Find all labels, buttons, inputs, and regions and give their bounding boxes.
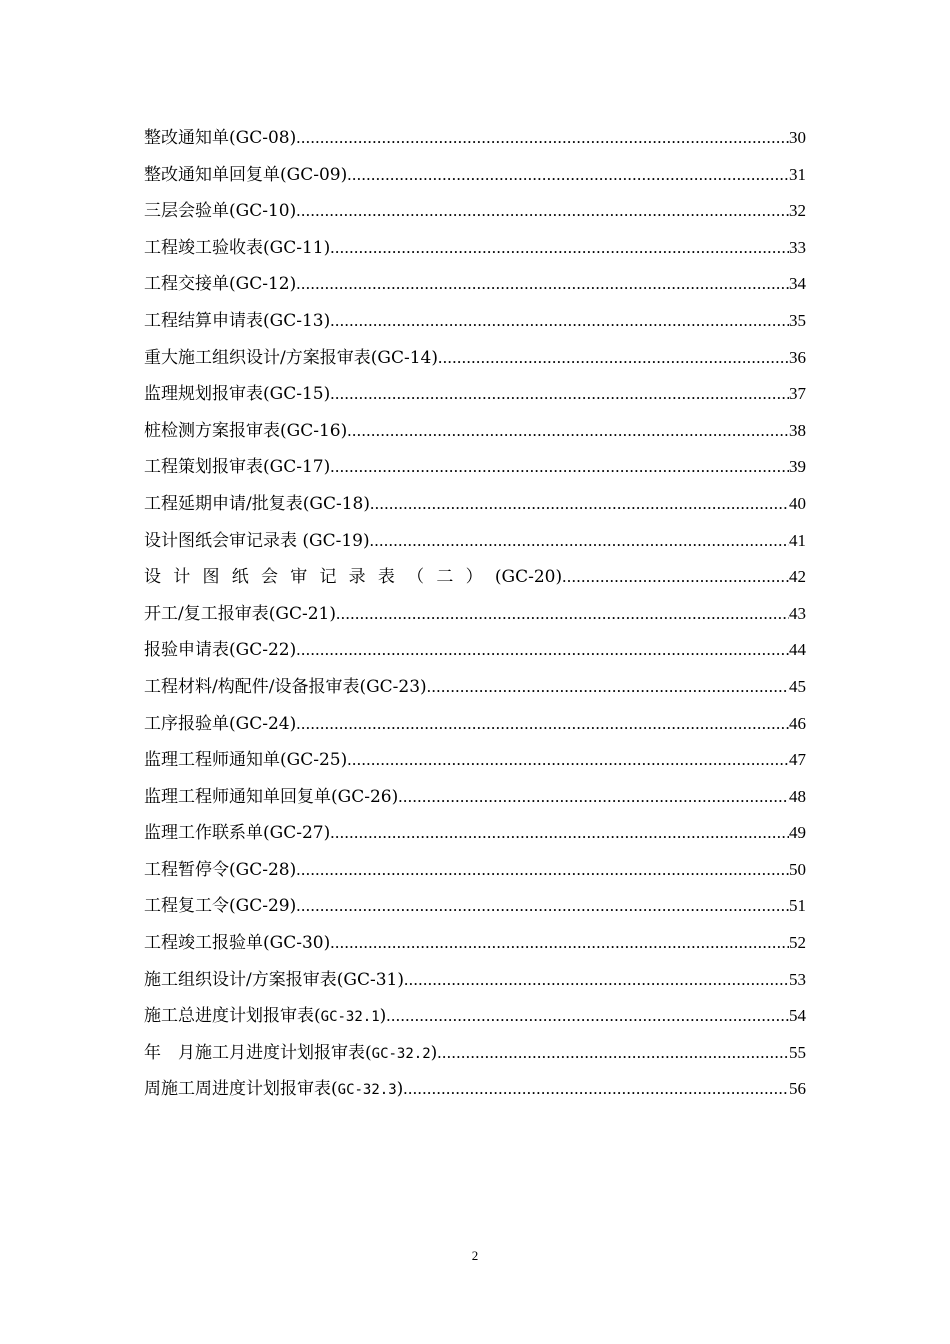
toc-dot-leader bbox=[562, 559, 789, 596]
toc-entry[interactable] bbox=[144, 888, 806, 925]
toc-entry-title: 施工总进度计划报审表(GC-32.1) bbox=[144, 1006, 387, 1027]
toc-entry-page: 43 bbox=[789, 603, 806, 623]
toc-entry-page: 46 bbox=[789, 713, 806, 733]
toc-dot-leader bbox=[296, 120, 789, 157]
toc-dot-leader bbox=[296, 888, 789, 925]
toc-entry[interactable] bbox=[144, 779, 806, 816]
toc-entry[interactable] bbox=[144, 669, 806, 706]
toc-entry[interactable] bbox=[144, 559, 806, 596]
toc-entry-title: 三层会验单(GC-10) bbox=[144, 201, 297, 222]
page-number: 2 bbox=[471, 1248, 479, 1263]
toc-dot-leader bbox=[347, 413, 789, 450]
toc-entry-page: 50 bbox=[789, 859, 806, 879]
toc-entry-page: 42 bbox=[789, 567, 806, 587]
toc-entry-page: 32 bbox=[789, 201, 806, 221]
toc-dot-leader bbox=[330, 230, 789, 267]
toc-entry[interactable] bbox=[144, 742, 806, 779]
toc-entry-page: 49 bbox=[789, 823, 806, 843]
toc-entry[interactable] bbox=[144, 303, 806, 340]
toc-entry-title: 工程延期申请/批复表(GC-18) bbox=[144, 493, 370, 514]
toc-entry[interactable] bbox=[144, 413, 806, 450]
toc-entry[interactable] bbox=[144, 376, 806, 413]
toc-entry-page: 34 bbox=[789, 274, 806, 294]
toc-dot-leader bbox=[330, 815, 789, 852]
toc-entry[interactable] bbox=[144, 998, 806, 1035]
toc-entry-page: 40 bbox=[789, 493, 806, 513]
toc-entry-page: 45 bbox=[789, 676, 806, 696]
toc-entry-page: 51 bbox=[789, 896, 806, 916]
toc-entry-title: 工程结算申请表(GC-13) bbox=[144, 310, 331, 331]
toc-entry[interactable] bbox=[144, 340, 806, 377]
toc-entry-page: 37 bbox=[789, 384, 806, 404]
toc-entry-page: 31 bbox=[789, 164, 806, 184]
toc-entry[interactable] bbox=[144, 706, 806, 743]
toc-entry-title: 工程复工令(GC-29) bbox=[144, 896, 297, 917]
toc-dot-leader bbox=[296, 266, 789, 303]
toc-entry-title: 工程材料/构配件/设备报审表(GC-23) bbox=[144, 676, 427, 697]
toc-entry[interactable] bbox=[144, 962, 806, 999]
toc-entry[interactable] bbox=[144, 157, 806, 194]
toc-dot-leader bbox=[296, 706, 789, 743]
toc-entry-page: 53 bbox=[789, 969, 806, 989]
toc-entry-title: 工程竣工报验单(GC-30) bbox=[144, 933, 331, 954]
table-of-contents bbox=[144, 120, 806, 1108]
toc-dot-leader bbox=[347, 157, 789, 194]
toc-entry-title: 监理工程师通知单(GC-25) bbox=[144, 750, 348, 771]
toc-entry-title: 工程暂停令(GC-28) bbox=[144, 859, 297, 880]
toc-entry[interactable] bbox=[144, 1035, 806, 1072]
toc-entry-page: 30 bbox=[789, 128, 806, 147]
toc-dot-leader bbox=[296, 632, 789, 669]
toc-dot-leader bbox=[330, 303, 789, 340]
toc-entry-page: 39 bbox=[789, 457, 806, 477]
toc-entry-title: 工程交接单(GC-12) bbox=[144, 274, 297, 295]
toc-entry-page: 56 bbox=[789, 1079, 806, 1099]
toc-dot-leader bbox=[438, 340, 789, 377]
toc-dot-leader bbox=[296, 852, 789, 889]
toc-entry-page: 41 bbox=[789, 530, 806, 550]
toc-dot-leader bbox=[330, 449, 789, 486]
toc-entry-title: 周施工周进度计划报审表(GC-32.3) bbox=[144, 1079, 404, 1100]
toc-entry[interactable] bbox=[144, 632, 806, 669]
toc-dot-leader bbox=[296, 193, 789, 230]
toc-entry-title: 监理工作联系单(GC-27) bbox=[144, 823, 331, 844]
toc-dot-leader bbox=[330, 376, 789, 413]
toc-entry[interactable] bbox=[144, 120, 806, 157]
toc-dot-leader bbox=[403, 1071, 789, 1108]
toc-entry-title: 开工/复工报审表(GC-21) bbox=[144, 603, 336, 624]
toc-dot-leader bbox=[404, 962, 789, 999]
toc-entry-page: 47 bbox=[789, 750, 806, 770]
toc-entry-title: 设计图纸会审记录表（二）(GC-20) bbox=[144, 567, 563, 588]
toc-entry[interactable] bbox=[144, 230, 806, 267]
toc-dot-leader bbox=[370, 523, 789, 560]
toc-entry-title: 年 月施工月进度计划报审表(GC-32.2) bbox=[144, 1042, 438, 1063]
toc-entry[interactable] bbox=[144, 523, 806, 560]
toc-entry-page: 38 bbox=[789, 420, 806, 440]
toc-entry-page: 54 bbox=[789, 1006, 806, 1026]
toc-entry-title: 监理工程师通知单回复单(GC-26) bbox=[144, 786, 399, 807]
toc-entry-title: 报验申请表(GC-22) bbox=[144, 640, 297, 661]
toc-entry-page: 44 bbox=[789, 640, 806, 660]
toc-dot-leader bbox=[347, 742, 789, 779]
toc-entry[interactable] bbox=[144, 1071, 806, 1108]
toc-entry-title: 整改通知单(GC-08) bbox=[144, 128, 297, 148]
toc-entry-page: 36 bbox=[789, 347, 806, 367]
toc-entry[interactable] bbox=[144, 193, 806, 230]
toc-entry-title: 监理规划报审表(GC-15) bbox=[144, 384, 331, 405]
toc-entry[interactable] bbox=[144, 596, 806, 633]
toc-dot-leader bbox=[330, 925, 789, 962]
toc-dot-leader bbox=[370, 486, 789, 523]
toc-entry[interactable] bbox=[144, 925, 806, 962]
toc-dot-leader bbox=[386, 998, 789, 1035]
toc-entry[interactable] bbox=[144, 449, 806, 486]
toc-entry-title: 施工组织设计/方案报审表(GC-31) bbox=[144, 969, 404, 990]
toc-entry[interactable] bbox=[144, 852, 806, 889]
toc-entry[interactable] bbox=[144, 815, 806, 852]
toc-entry-page: 55 bbox=[789, 1042, 806, 1062]
toc-entry-title: 整改通知单回复单(GC-09) bbox=[144, 164, 348, 185]
toc-entry-title: 桩检测方案报审表(GC-16) bbox=[144, 420, 348, 441]
toc-entry-page: 33 bbox=[789, 237, 806, 257]
toc-entry-title: 工程策划报审表(GC-17) bbox=[144, 457, 331, 478]
toc-entry-title: 设计图纸会审记录表 (GC-19) bbox=[144, 530, 370, 551]
toc-dot-leader bbox=[336, 596, 789, 633]
toc-entry[interactable] bbox=[144, 266, 806, 303]
toc-entry-page: 52 bbox=[789, 933, 806, 953]
toc-entry-title: 工序报验单(GC-24) bbox=[144, 713, 297, 734]
toc-entry-page: 35 bbox=[789, 310, 806, 330]
toc-entry-title: 重大施工组织设计/方案报审表(GC-14) bbox=[144, 347, 438, 368]
toc-entry[interactable] bbox=[144, 486, 806, 523]
toc-dot-leader bbox=[398, 779, 789, 816]
toc-dot-leader bbox=[427, 669, 789, 706]
toc-entry-title: 工程竣工验收表(GC-11) bbox=[144, 237, 331, 258]
toc-entry-page: 48 bbox=[789, 786, 806, 806]
toc-dot-leader bbox=[437, 1035, 789, 1072]
